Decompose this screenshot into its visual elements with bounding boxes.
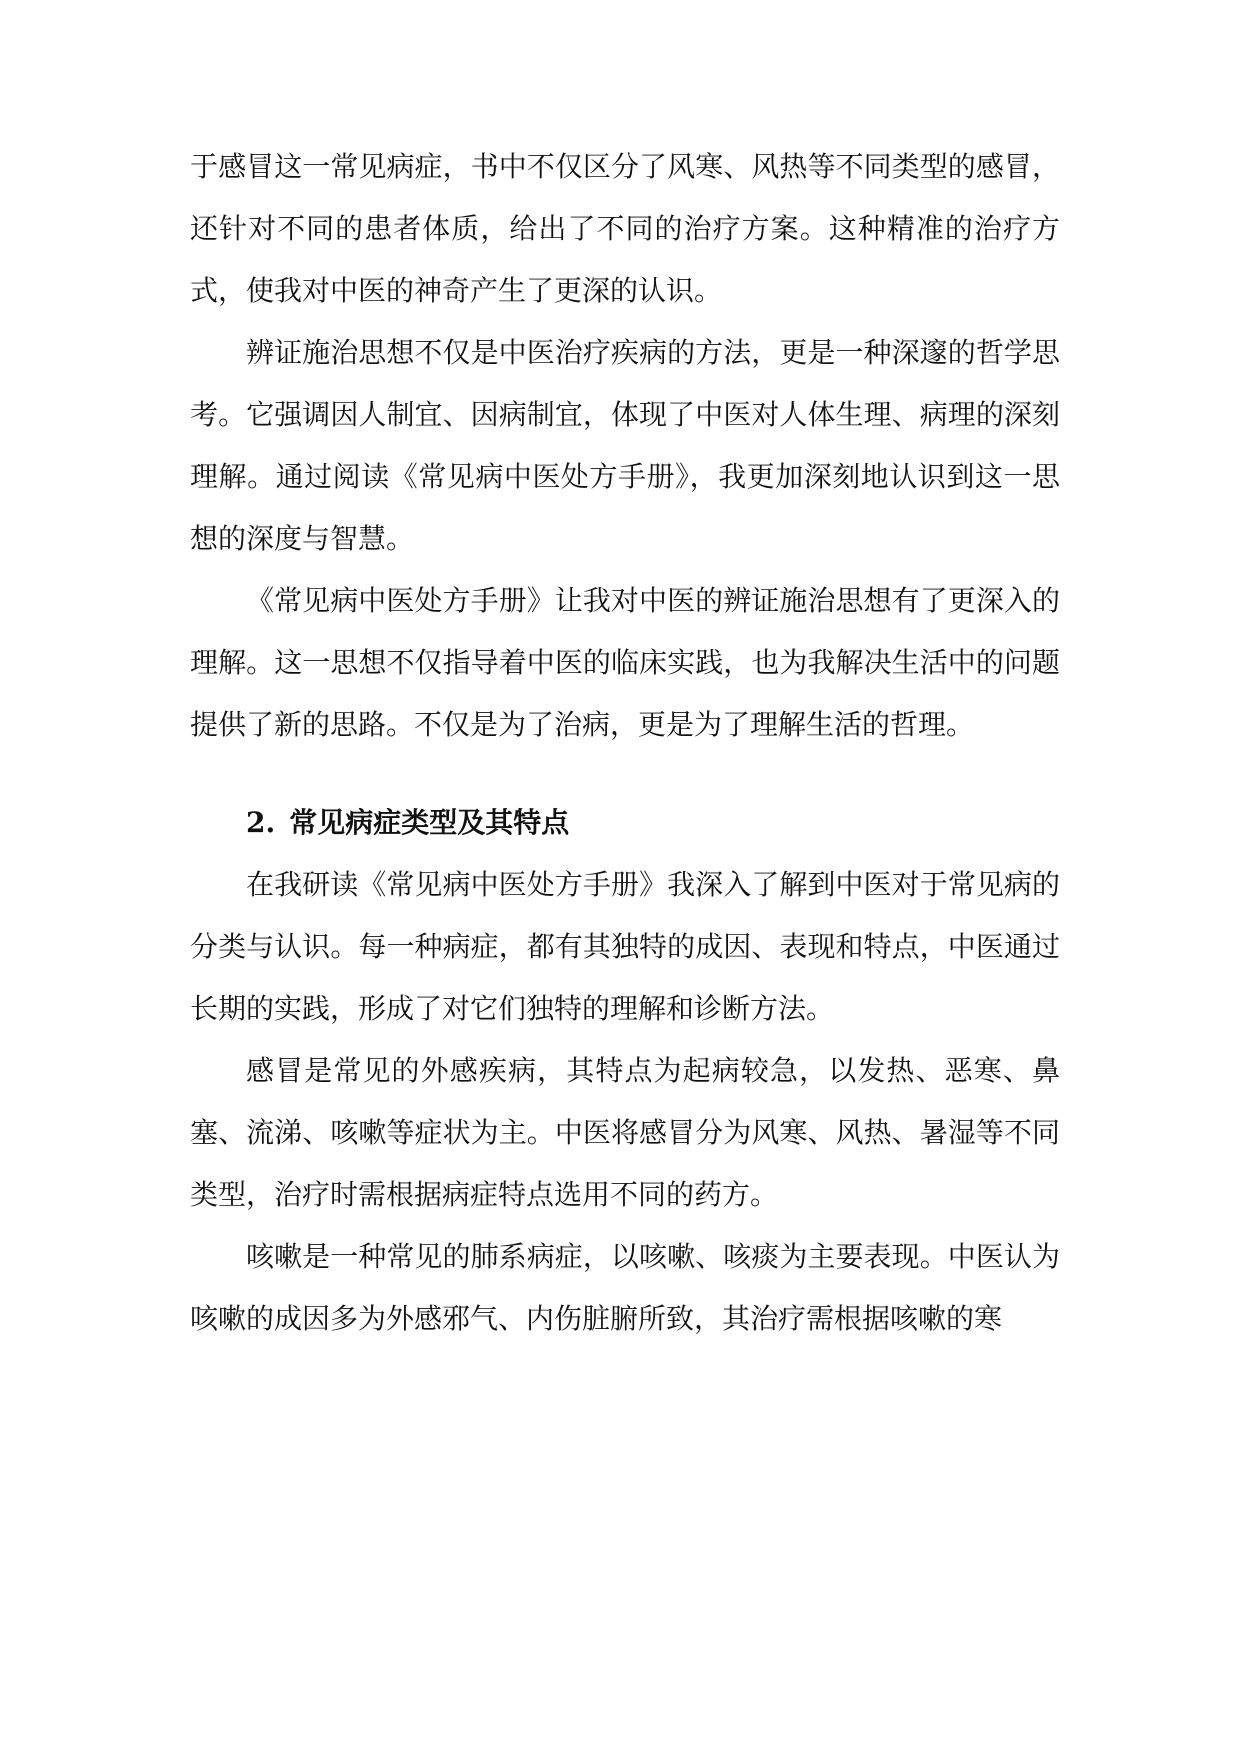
- paragraph-cough: 咳嗽是一种常见的肺系病症，以咳嗽、咳痰为主要表现。中医认为咳嗽的成因多为外感邪气、内伤脏腑所致，其治疗需根据咳嗽的寒: [190, 1240, 1060, 1335]
- section-heading: [190, 792, 1060, 854]
- section-title: 常见病症类型及其特点: [289, 806, 570, 839]
- paragraph-cold-treatment: 于感冒这一常见病症，书中不仅区分了风寒、风热等不同类型的感冒，还针对不同的患者体质，给出了不同的治疗方案。这种精准的治疗方式，使我对中医的神奇产生了更深的认识。: [190, 150, 1060, 307]
- paragraph-common-cold: 感冒是常见的外感疾病，其特点为起病较急，以发热、恶寒、鼻塞、流涕、咳嗽等症状为主。中医将感冒分为风寒、风热、暑湿等不同类型，治疗时需根据病症特点选用不同的药方。: [190, 1054, 1060, 1211]
- section-number: 2.: [246, 806, 276, 839]
- paragraph-handbook-reflection: 《常见病中医处方手册》让我对中医的辨证施治思想有了更深入的理解。这一思想不仅指导着中医的临床实践，也为我解决生活中的问题提供了新的思路。不仅是为了治病，更是为了理解生活的哲理。: [190, 584, 1060, 741]
- paragraph-syndrome-differentiation: 辨证施治思想不仅是中医治疗疾病的方法，更是一种深邃的哲学思考。它强调因人制宜、因病制宜，体现了中医对人体生理、病理的深刻理解。通过阅读《常见病中医处方手册》，我更加深刻地认识到这一思想的深度与智慧。: [190, 336, 1060, 555]
- paragraph-disease-classification: 在我研读《常见病中医处方手册》我深入了解到中医对于常见病的分类与认识。每一种病症，都有其独特的成因、表现和特点，中医通过长期的实践，形成了对它们独特的理解和诊断方法。: [190, 868, 1060, 1025]
- document-body: [190, 136, 1060, 1350]
